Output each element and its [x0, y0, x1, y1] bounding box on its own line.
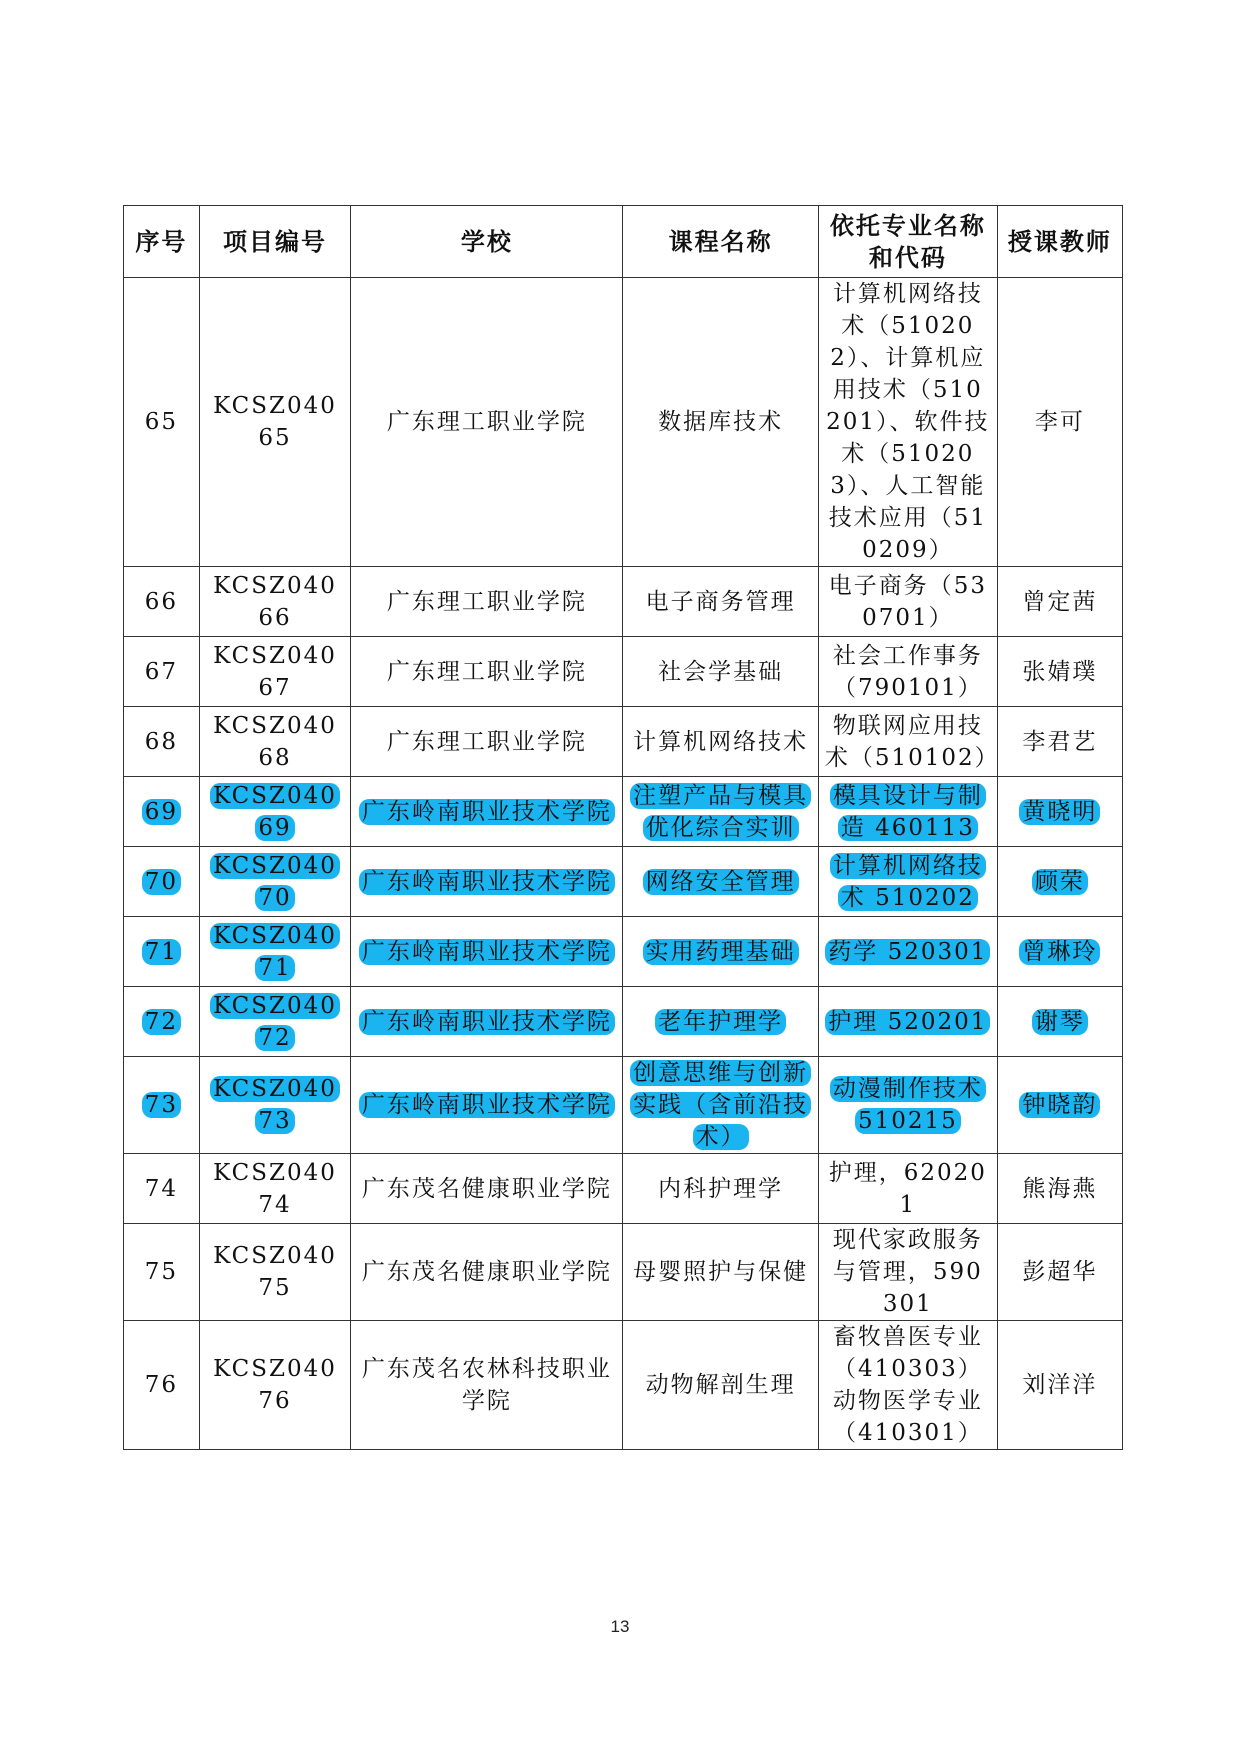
cell-major-text: 模具设计与制造 460113 [830, 783, 986, 841]
cell-course-name [623, 987, 818, 1057]
cell-course-name [623, 1224, 818, 1321]
cell-project-code-text: KCSZ04068 [213, 712, 337, 771]
cell-major [818, 1057, 997, 1154]
table-row [124, 1057, 1123, 1154]
cell-school-text: 广东岭南职业技术学院 [359, 939, 615, 965]
cell-project-code-text: KCSZ04073 [210, 1076, 340, 1134]
cell-major [818, 1224, 997, 1321]
cell-school-text: 广东茂名农林科技职业学院 [361, 1356, 612, 1414]
cell-no-text: 75 [144, 1259, 178, 1285]
table-body [124, 278, 1123, 1450]
cell-no-text: 70 [142, 869, 181, 895]
header-school: 学校 [351, 206, 623, 278]
cell-project-code-text: KCSZ04067 [213, 642, 337, 701]
cell-project-code-text: KCSZ04075 [213, 1243, 337, 1301]
cell-no [124, 278, 200, 567]
cell-no [124, 917, 200, 987]
cell-major [818, 637, 997, 707]
cell-project-code-text: KCSZ04069 [210, 783, 340, 841]
cell-major-text: 计算机网络技术（510202）、计算机应用技术（510201）、软件技术（510203）、人工智能技术应用（510209） [826, 281, 990, 563]
cell-no-text: 71 [142, 939, 181, 965]
cell-major [818, 707, 1000, 777]
table-row [124, 847, 1123, 917]
cell-major [818, 987, 997, 1057]
cell-teacher-text: 张婧璞 [1022, 658, 1098, 685]
cell-major-text: 计算机网络技术 510202 [830, 853, 986, 911]
cell-course-name-text: 老年护理学 [655, 1009, 786, 1035]
cell-major-text: 护理 520201 [825, 1009, 990, 1035]
cell-school [351, 1224, 623, 1321]
cell-no-text: 76 [144, 1372, 178, 1398]
cell-course-name-text: 实用药理基础 [643, 939, 799, 965]
cell-no [124, 707, 200, 777]
table-row [124, 917, 1123, 987]
cell-project-code [199, 637, 350, 707]
header-major: 依托专业名称和代码 [818, 206, 997, 278]
cell-no-text: 67 [144, 658, 178, 685]
cell-school-text: 广东理工职业学院 [386, 658, 587, 685]
cell-no-text: 74 [144, 1175, 178, 1202]
cell-school-text: 广东岭南职业技术学院 [359, 799, 615, 825]
cell-school-text: 广东理工职业学院 [386, 588, 587, 615]
cell-course-name [623, 567, 818, 637]
cell-major [818, 847, 997, 917]
cell-teacher-text: 曾定茜 [1022, 588, 1098, 615]
cell-school-text: 广东岭南职业技术学院 [359, 1092, 615, 1118]
cell-teacher [997, 777, 1122, 847]
cell-school-text: 广东岭南职业技术学院 [359, 869, 615, 895]
cell-school [351, 707, 623, 777]
header-course-name: 课程名称 [623, 206, 818, 278]
cell-no [124, 1057, 200, 1154]
cell-teacher-text: 黄晓明 [1019, 799, 1100, 825]
cell-course-name-text: 数据库技术 [658, 409, 784, 435]
cell-major [818, 917, 997, 987]
cell-teacher-text: 刘洋洋 [1022, 1372, 1098, 1398]
cell-no [124, 847, 200, 917]
cell-teacher-text: 谢琴 [1032, 1009, 1088, 1035]
cell-project-code-text: KCSZ04071 [210, 923, 340, 981]
cell-no [124, 1224, 200, 1321]
cell-no [124, 567, 200, 637]
cell-project-code [199, 1224, 350, 1321]
table-row [124, 567, 1123, 637]
cell-school-text: 广东理工职业学院 [386, 728, 587, 755]
cell-major-text: 社会工作事务（790101） [832, 642, 983, 701]
table-row [124, 1154, 1123, 1224]
cell-project-code [199, 987, 350, 1057]
cell-teacher [997, 637, 1122, 707]
cell-teacher [997, 567, 1122, 637]
cell-teacher [997, 1321, 1122, 1450]
cell-project-code-text: KCSZ04072 [210, 993, 340, 1051]
cell-school [351, 567, 623, 637]
cell-project-code [199, 847, 350, 917]
cell-course-name-text: 母婴照护与保健 [633, 1259, 809, 1285]
cell-course-name-text: 计算机网络技术 [633, 728, 809, 755]
cell-course-name-text: 社会学基础 [658, 658, 784, 685]
cell-no-text: 72 [142, 1009, 181, 1035]
cell-major-text: 畜牧兽医专业（410303）动物医学专业（410301） [832, 1324, 983, 1446]
table-row [124, 637, 1123, 707]
cell-course-name [623, 1154, 818, 1224]
cell-teacher-text: 钟晓韵 [1019, 1092, 1100, 1118]
cell-no-text: 73 [142, 1092, 181, 1118]
table-row [124, 278, 1123, 567]
cell-teacher [997, 987, 1122, 1057]
cell-major [818, 567, 997, 637]
cell-project-code-text: KCSZ04065 [213, 393, 337, 451]
cell-major-text: 物联网应用技术（510102） [824, 712, 1000, 771]
cell-no-text: 66 [144, 588, 178, 615]
cell-school [351, 1057, 623, 1154]
cell-project-code-text: KCSZ04070 [210, 853, 340, 911]
cell-major-text: 动漫制作技术510215 [830, 1076, 986, 1134]
cell-project-code-text: KCSZ04076 [213, 1356, 337, 1414]
cell-major-text: 护理，620201 [828, 1159, 987, 1218]
cell-no-text: 65 [144, 409, 178, 435]
cell-course-name [623, 707, 818, 777]
table-row [124, 987, 1123, 1057]
table-row [124, 1224, 1123, 1321]
cell-project-code [199, 1154, 350, 1224]
cell-project-code [199, 707, 350, 777]
header-no: 序号 [124, 206, 200, 278]
table-row [124, 1321, 1123, 1450]
cell-teacher-text: 彭超华 [1022, 1259, 1098, 1285]
cell-major [818, 278, 997, 567]
cell-no-text: 68 [144, 728, 178, 755]
cell-project-code [199, 917, 350, 987]
cell-project-code [199, 1057, 350, 1154]
cell-project-code-text: KCSZ04066 [213, 572, 337, 631]
course-table [123, 205, 1123, 1450]
cell-course-name [623, 637, 818, 707]
cell-school [351, 637, 623, 707]
table-row [124, 777, 1123, 847]
cell-school-text: 广东理工职业学院 [386, 409, 587, 435]
cell-school-text: 广东岭南职业技术学院 [359, 1009, 615, 1035]
cell-no-text: 69 [142, 799, 181, 825]
table-row [124, 707, 1123, 777]
cell-course-name [623, 847, 818, 917]
cell-teacher [997, 1224, 1122, 1321]
cell-school [351, 1154, 623, 1224]
cell-course-name [623, 278, 818, 567]
cell-course-name [623, 777, 818, 847]
cell-course-name-text: 电子商务管理 [645, 588, 796, 615]
cell-course-name [623, 1321, 818, 1450]
cell-teacher [997, 707, 1122, 777]
cell-project-code [199, 1321, 350, 1450]
cell-teacher [997, 1154, 1122, 1224]
cell-project-code [199, 777, 350, 847]
cell-teacher [997, 278, 1122, 567]
cell-major [818, 777, 997, 847]
header-teacher: 授课教师 [997, 206, 1122, 278]
cell-course-name-text: 创意思维与创新实践（含前沿技术） [630, 1060, 811, 1150]
cell-major-text: 现代家政服务与管理，590301 [832, 1227, 983, 1317]
cell-school [351, 777, 623, 847]
cell-teacher-text: 李君艺 [1022, 728, 1098, 755]
cell-teacher-text: 曾琳玲 [1019, 939, 1100, 965]
cell-no [124, 987, 200, 1057]
cell-project-code [199, 567, 350, 637]
page-number: 13 [610, 1617, 630, 1636]
cell-major-text: 电子商务（530701） [828, 572, 987, 631]
header-project-code: 项目编号 [199, 206, 350, 278]
cell-course-name-text: 动物解剖生理 [645, 1372, 796, 1398]
cell-course-name [623, 1057, 818, 1154]
cell-major [818, 1321, 997, 1450]
cell-school [351, 278, 623, 567]
cell-school [351, 847, 623, 917]
cell-school-text: 广东茂名健康职业学院 [361, 1259, 612, 1285]
cell-no [124, 637, 200, 707]
cell-course-name-text: 内科护理学 [658, 1175, 784, 1202]
table-header-row [124, 206, 1123, 278]
cell-course-name-text: 网络安全管理 [643, 869, 799, 895]
cell-school [351, 1321, 623, 1450]
cell-teacher-text: 熊海燕 [1022, 1175, 1098, 1202]
cell-school-text: 广东茂名健康职业学院 [361, 1175, 612, 1202]
cell-school [351, 917, 623, 987]
cell-teacher [997, 847, 1122, 917]
cell-teacher [997, 917, 1122, 987]
cell-no [124, 1154, 200, 1224]
cell-teacher [997, 1057, 1122, 1154]
cell-teacher-text: 顾荣 [1032, 869, 1088, 895]
cell-project-code [199, 278, 350, 567]
cell-school [351, 987, 623, 1057]
cell-no [124, 777, 200, 847]
cell-teacher-text: 李可 [1034, 409, 1085, 435]
cell-project-code-text: KCSZ04074 [213, 1159, 337, 1218]
cell-no [124, 1321, 200, 1450]
cell-major [818, 1154, 997, 1224]
cell-course-name [623, 917, 818, 987]
cell-course-name-text: 注塑产品与模具优化综合实训 [630, 783, 811, 841]
cell-major-text: 药学 520301 [825, 939, 990, 965]
